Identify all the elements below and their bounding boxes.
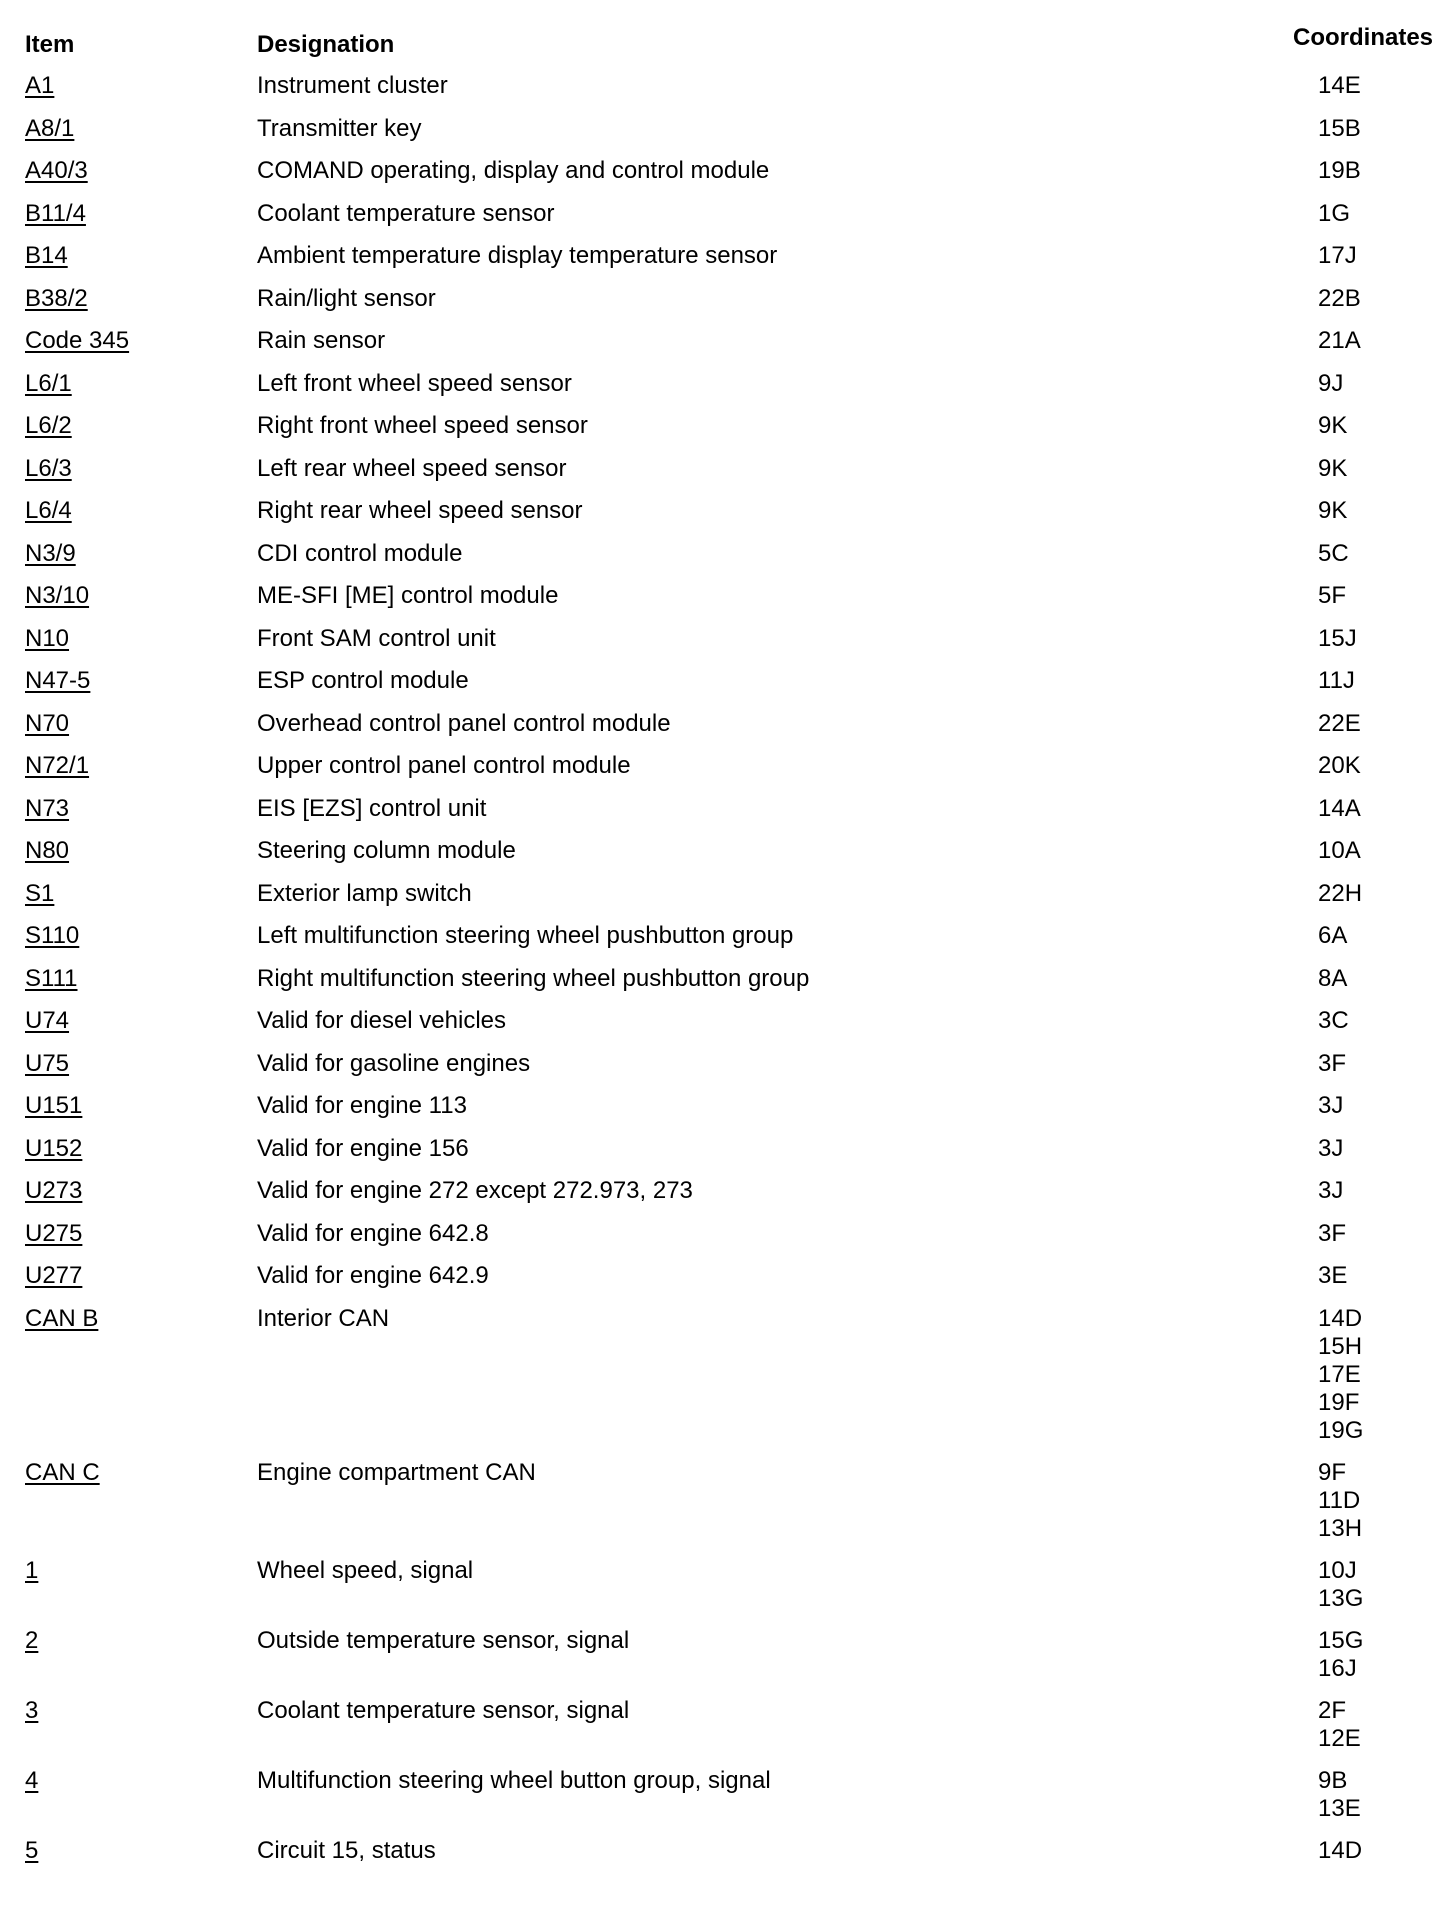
item-cell [25,157,88,185]
designation-cell: Rain sensor [257,327,386,354]
coordinates-cell [1318,285,1361,313]
coordinate-value: 19G [1318,1416,1364,1444]
coordinate-value: 6A [1318,922,1348,949]
coordinates-cell [1318,1837,1362,1865]
designation-cell: Upper control panel control module [257,752,631,779]
designation-cell: ME-SFI [ME] control module [257,582,559,609]
coordinates-cell [1318,1459,1362,1543]
coordinate-value: 1G [1318,199,1351,227]
item-cell [25,1697,38,1725]
coordinate-value: 10A [1318,837,1361,864]
coordinates-cell [1318,370,1343,398]
item-link[interactable]: 5 [25,1836,39,1864]
coordinates-cell [1318,880,1362,908]
designation-cell: Overhead control panel control module [257,709,671,737]
coordinate-value: 11J [1318,667,1355,694]
item-cell [25,625,69,653]
item-link[interactable]: N72/1 [25,752,90,779]
coordinates-cell [1318,455,1347,483]
coordinate-value: 9K [1318,454,1348,482]
coordinate-value: 14A [1318,794,1361,822]
item-cell [25,965,78,993]
coordinates-cell [1318,1697,1361,1753]
coordinates-column-header: Coordinates [1293,24,1434,51]
item-column-header: Item [25,31,75,58]
designation-cell: Outside temperature sensor, signal [257,1626,630,1654]
designation-cell: Coolant temperature sensor, signal [257,1696,630,1724]
item-cell [25,327,129,355]
coordinates-cell [1318,795,1361,823]
coordinate-value: 17E [1318,1360,1361,1388]
item-cell [25,370,72,398]
item-cell [25,1050,69,1078]
coordinate-value: 19F [1318,1388,1360,1416]
coordinates-cell [1318,837,1361,865]
designation-cell: Coolant temperature sensor [257,199,555,227]
designation-cell: Right multifunction steering wheel pushbutton group [257,964,810,992]
item-link[interactable]: A1 [25,72,55,99]
item-link[interactable]: B11/4 [25,199,86,227]
item-cell [25,922,79,950]
item-cell [25,1767,38,1795]
coordinates-cell [1318,327,1361,355]
coordinate-value: 3E [1318,1262,1348,1289]
item-link[interactable]: B38/2 [25,284,88,312]
designation-cell: Valid for gasoline engines [257,1049,531,1077]
item-cell [25,1135,82,1163]
designation-cell: Valid for engine 113 [257,1092,467,1119]
coordinate-value: 9B [1318,1766,1348,1794]
item-cell [25,1627,38,1655]
coordinate-value: 9K [1318,412,1348,439]
designation-cell: Multifunction steering wheel button group, signal [257,1766,771,1794]
item-link[interactable]: S110 [25,922,80,949]
coordinate-value: 3J [1318,1092,1344,1119]
item-cell [25,1837,38,1865]
coordinate-value: 3C [1318,1007,1349,1034]
item-link[interactable]: U275 [25,1219,83,1247]
designation-cell: EIS [EZS] control unit [257,794,487,822]
coordinates-cell [1318,1220,1346,1248]
item-cell [25,1305,98,1333]
coordinates-cell [1318,1007,1349,1035]
coordinate-value: 15B [1318,114,1361,142]
designation-cell: Transmitter key [257,114,422,142]
coordinate-value: 14D [1318,1836,1363,1864]
coordinates-cell [1318,1092,1343,1120]
designation-cell: CDI control module [257,539,463,567]
item-cell [25,1459,100,1487]
coordinate-value: 22B [1318,284,1361,312]
coordinates-cell [1318,965,1347,993]
designation-cell: Valid for engine 642.9 [257,1262,489,1289]
designation-cell: Left multifunction steering wheel pushbutton group [257,922,794,949]
item-link[interactable]: U151 [25,1092,83,1119]
designation-cell: COMAND operating, display and control module [257,157,770,184]
coordinates-cell [1318,242,1357,270]
item-link[interactable]: U152 [25,1134,83,1162]
designation-cell: Exterior lamp switch [257,879,472,907]
item-cell [25,72,54,100]
coordinates-cell [1318,922,1347,950]
item-cell [25,115,74,143]
coordinate-value: 16J [1318,1654,1357,1682]
item-cell [25,1007,69,1035]
item-cell [25,412,72,440]
item-link[interactable]: N80 [25,837,70,864]
coordinates-cell [1318,752,1361,780]
designation-cell: Wheel speed, signal [257,1556,474,1584]
designation-column-header: Designation [257,31,395,58]
item-link[interactable]: B14 [25,242,68,269]
coordinates-cell [1318,72,1361,100]
item-cell [25,667,90,695]
coordinate-value: 22E [1318,709,1361,737]
item-link[interactable]: U75 [25,1049,70,1077]
item-link[interactable]: Code 345 [25,327,130,354]
item-cell [25,242,68,270]
coordinate-value: 20K [1318,752,1361,779]
item-cell [25,285,88,313]
coordinate-value: 9J [1318,369,1344,397]
item-link[interactable]: 2 [25,1626,39,1654]
designation-cell: Steering column module [257,837,516,864]
coordinate-value: 22H [1318,879,1363,907]
item-link[interactable]: L6/2 [25,412,72,439]
designation-cell: Valid for engine 156 [257,1134,469,1162]
coordinate-value: 9K [1318,497,1348,524]
coordinates-cell [1318,710,1361,738]
coordinate-value: 9F [1318,1458,1347,1486]
coordinate-value: 17J [1318,242,1357,269]
item-link[interactable]: N3/10 [25,582,90,609]
coordinate-value: 15G [1318,1626,1364,1654]
coordinate-value: 13H [1318,1514,1363,1542]
coordinate-value: 3J [1318,1134,1344,1162]
coordinates-cell [1318,157,1361,185]
item-cell [25,455,72,483]
designation-cell: Left front wheel speed sensor [257,369,572,397]
item-cell [25,1092,82,1120]
coordinates-cell [1318,1135,1343,1163]
coordinates-cell [1318,1262,1347,1290]
coordinate-value: 3F [1318,1219,1347,1247]
item-link[interactable]: 1 [25,1556,39,1584]
item-link[interactable]: U74 [25,1007,70,1034]
coordinates-cell [1318,1305,1363,1445]
coordinate-value: 14E [1318,72,1361,99]
coordinate-value: 11D [1318,1486,1361,1514]
item-link[interactable]: N3/9 [25,539,76,567]
coordinate-value: 8A [1318,964,1348,992]
item-cell [25,710,69,738]
item-cell [25,880,54,908]
item-link[interactable]: S111 [25,964,78,992]
coordinates-cell [1318,540,1349,568]
item-link[interactable]: N73 [25,794,70,822]
coordinates-cell [1318,115,1361,143]
item-link[interactable]: L6/3 [25,454,72,482]
coordinate-value: 10J [1318,1556,1357,1584]
coordinates-cell [1318,200,1350,228]
item-link[interactable]: L6/1 [25,369,72,397]
coordinates-cell [1318,1627,1363,1683]
item-link[interactable]: U273 [25,1177,83,1204]
coordinate-value: 3J [1318,1177,1344,1204]
item-cell [25,582,89,610]
designation-cell: Valid for diesel vehicles [257,1007,507,1034]
coordinate-value: 21A [1318,327,1361,354]
designation-cell: Instrument cluster [257,72,448,99]
designation-cell: Interior CAN [257,1304,390,1332]
item-link[interactable]: CAN B [25,1304,99,1332]
coordinate-value: 13G [1318,1584,1364,1612]
item-cell [25,1262,82,1290]
coordinate-value: 2F [1318,1696,1347,1724]
item-link[interactable]: 3 [25,1696,39,1724]
coordinates-cell [1318,625,1357,653]
designation-cell: Front SAM control unit [257,624,496,652]
designation-cell: Left rear wheel speed sensor [257,454,567,482]
item-link[interactable]: 4 [25,1766,39,1794]
coordinate-value: 5F [1318,582,1347,609]
coordinates-cell [1318,582,1346,610]
item-link[interactable]: A8/1 [25,114,75,142]
item-cell [25,200,86,228]
item-cell [25,1177,82,1205]
item-link[interactable]: L6/4 [25,497,72,524]
coordinate-value: 15J [1318,624,1357,652]
coordinate-value: 3F [1318,1049,1347,1077]
item-cell [25,1557,38,1585]
table-header [0,0,1456,78]
coordinates-cell [1318,1557,1363,1613]
designation-cell: Right rear wheel speed sensor [257,497,583,524]
item-link[interactable]: A40/3 [25,157,88,184]
item-link[interactable]: CAN C [25,1458,100,1486]
designation-cell: Right front wheel speed sensor [257,412,588,439]
coordinate-value: 14D [1318,1304,1363,1332]
item-cell [25,752,89,780]
coordinates-cell [1318,1177,1343,1205]
coordinate-value: 12E [1318,1724,1361,1752]
item-cell [25,497,72,525]
coordinates-cell [1318,497,1347,525]
designation-cell: Engine compartment CAN [257,1458,536,1486]
item-link[interactable]: N47-5 [25,667,91,694]
coordinate-value: 15H [1318,1332,1363,1360]
coordinate-value: 19B [1318,157,1361,184]
item-cell [25,1220,82,1248]
item-link[interactable]: U277 [25,1262,83,1289]
designation-cell: Ambient temperature display temperature sensor [257,242,778,269]
item-cell [25,540,76,568]
item-cell [25,837,69,865]
coordinates-cell [1318,667,1355,695]
coordinate-value: 5C [1318,539,1349,567]
item-link[interactable]: N10 [25,624,70,652]
designation-cell: Rain/light sensor [257,284,436,312]
coordinates-cell [1318,1050,1346,1078]
item-link[interactable]: S1 [25,879,55,907]
designation-cell: Valid for engine 642.8 [257,1219,489,1247]
item-cell [25,795,69,823]
designation-cell: Circuit 15, status [257,1836,436,1864]
coordinates-cell [1318,1767,1361,1823]
coordinate-value: 13E [1318,1794,1361,1822]
item-link[interactable]: N70 [25,709,70,737]
coordinates-cell [1318,412,1347,440]
designation-cell: Valid for engine 272 except 272.973, 273 [257,1177,693,1204]
designation-cell: ESP control module [257,667,469,694]
